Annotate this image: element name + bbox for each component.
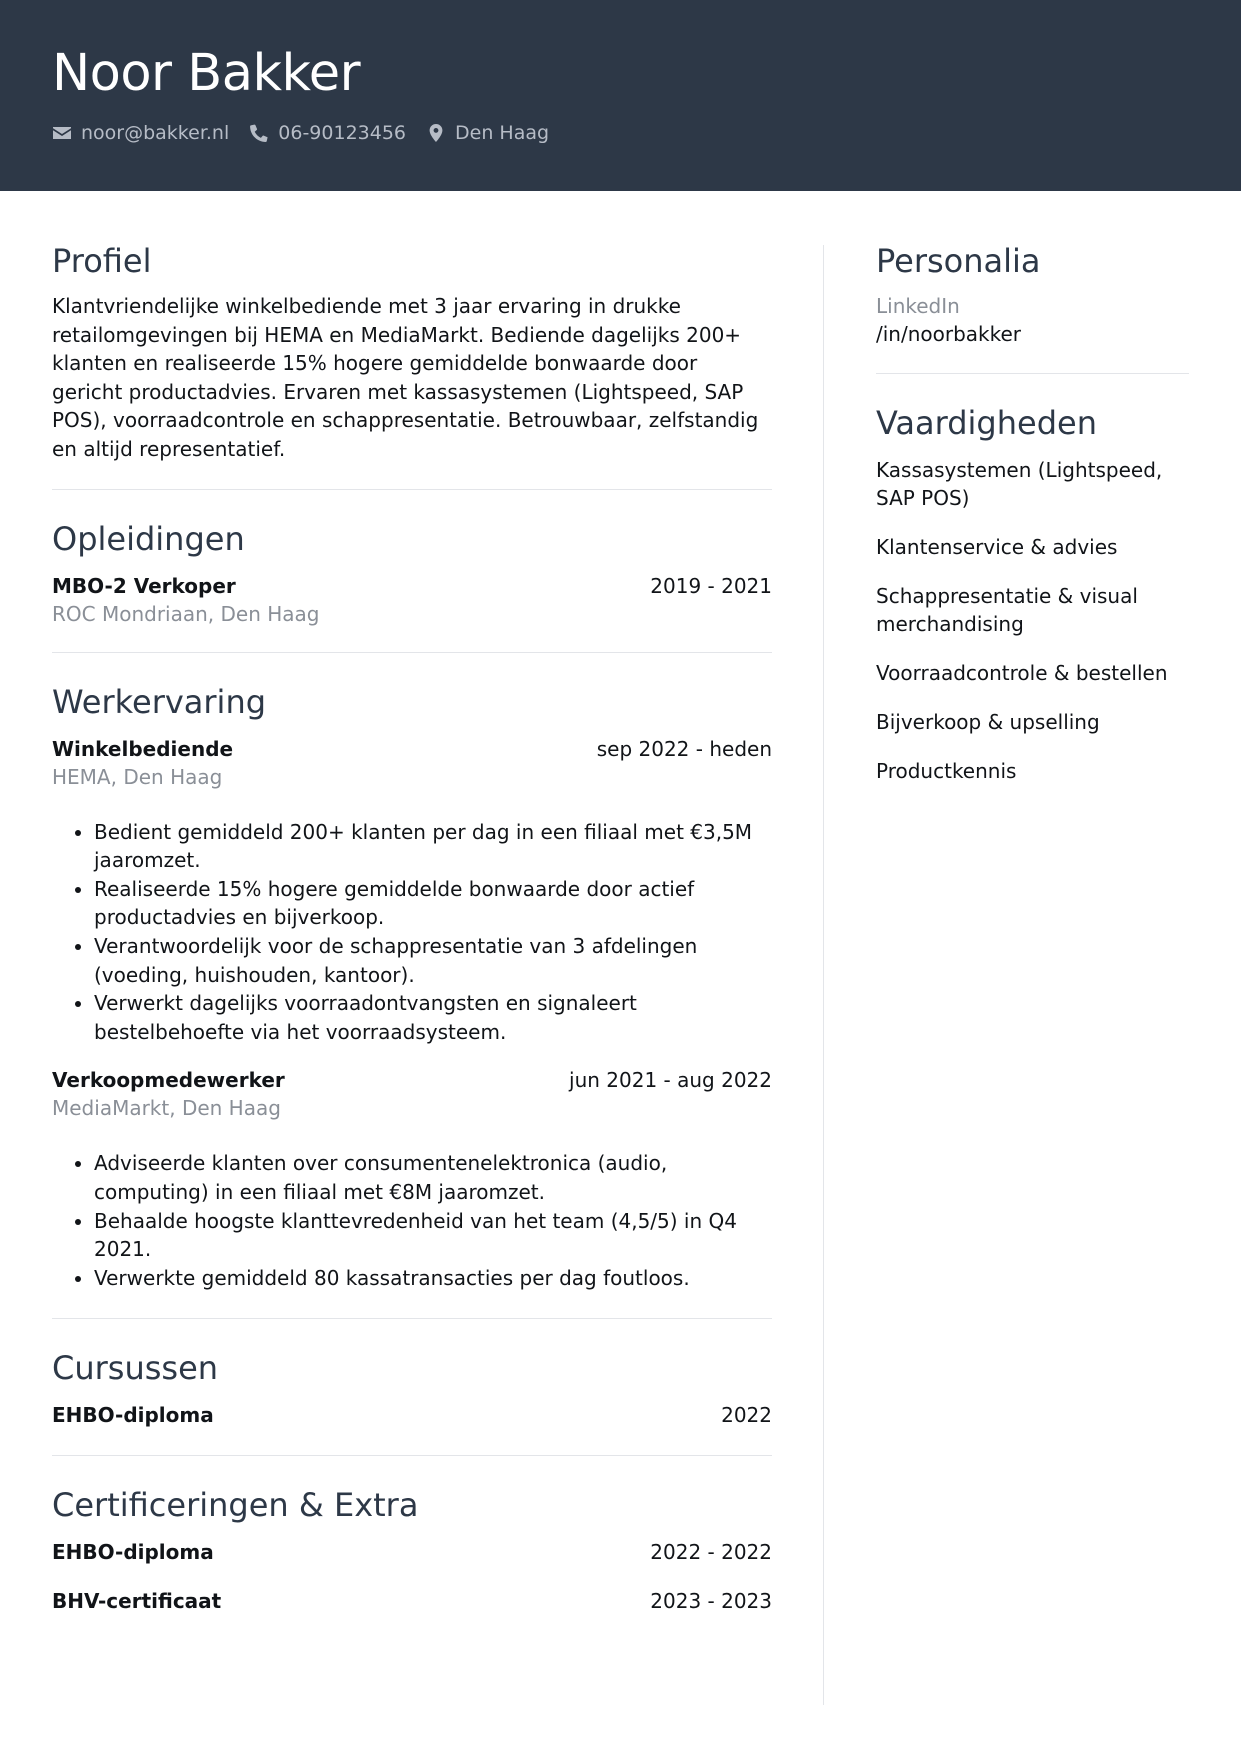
contact-location [426,122,549,144]
job-title: Verkoopmedewerker [52,1068,285,1093]
job-bullet: • Bedient gemiddeld 200+ klanten per dag in een filiaal met €3,5M jaaromzet. [94,818,772,875]
section-title-opleidingen: Opleidingen [52,519,245,558]
section-title-profiel: Profiel [52,242,152,280]
job-title: Winkelbediende [52,736,234,761]
email-text[interactable]: noor@bakker.nl [81,122,230,144]
column-divider [823,245,824,1705]
job-bullet: • Adviseerde klanten over consumentenelektronica (audio, computing) in een filiaal met €8M jaaromzet. [94,1149,772,1206]
section-divider [52,652,772,653]
job-date: jun 2021 - aug 2022 [569,1068,772,1093]
section-divider [52,1455,772,1456]
map-pin-icon [426,123,446,143]
section-divider [876,373,1189,374]
candidate-name: Noor Bakker [52,44,361,103]
certificate-entry [52,1538,772,1566]
envelope-icon [52,123,72,143]
skill-item: Klantenservice & advies [876,535,1118,559]
job-bullet: • Verwerkt dagelijks voorraadontvangsten en signaleert bestelbehoefte via het voorraadsysteem. [94,989,772,1046]
skill-item: Bijverkoop & upselling [876,710,1100,734]
job-bullet: • Verwerkte gemiddeld 80 kassatransacties per dag foutloos. [94,1264,772,1293]
section-title-cursussen: Cursussen [52,1349,219,1388]
job-employer: HEMA, Den Haag [52,764,223,789]
certificate-entry-head [52,1538,772,1566]
education-date: 2019 - 2021 [650,573,772,598]
contact-bar [52,122,569,144]
phone-text[interactable]: 06-90123456 [278,122,407,144]
job-bullets [52,1149,772,1292]
job-bullet: • Behaalde hoogste klanttevredenheid van het team (4,5/5) in Q4 2021. [94,1207,772,1264]
section-title-werkervaring: Werkervaring [52,682,267,721]
skill-item: Voorraadcontrole & bestellen [876,661,1168,685]
main-column [52,240,772,1615]
section-title-vaardigheden: Vaardigheden [876,404,1097,442]
certificate-date: 2023 - 2023 [650,1589,772,1614]
phone-icon [249,123,269,143]
education-entry-head [52,572,772,600]
skill-item: Productkennis [876,759,1017,783]
course-entry-head [52,1401,772,1429]
course-entry [52,1401,772,1429]
job-entry [52,735,772,1047]
certificate-date: 2022 - 2022 [650,1540,772,1565]
contact-phone [249,122,406,144]
contact-email [52,122,229,144]
location-text: Den Haag [455,122,550,144]
education-title: MBO-2 Verkoper [52,573,236,598]
certificate-title: BHV-certificaat [52,1589,222,1614]
education-school: ROC Mondriaan, Den Haag [52,601,320,626]
job-entry-head [52,1066,772,1094]
linkedin-label: LinkedIn [876,294,960,318]
certificate-title: EHBO-diploma [52,1540,214,1565]
side-column [876,240,1189,806]
profile-text: Klantvriendelijke winkelbediende met 3 jaar ervaring in drukke retailomgevingen bij HEMA en MediaMarkt. Bediende dagelijks 200+ klanten en realiseerde 15% hogere gemiddelde bonwaarde door gericht productadvies. Ervaren met kassasystemen (Lightspeed, SAP POS), voorraadcontrole en schappresentatie. Betrouwbaar, zelfstandig en altijd representatief. [52,294,759,461]
education-entry [52,572,772,628]
skills-list [876,456,1189,785]
linkedin-link[interactable]: /in/noorbakker [876,322,1022,346]
section-divider [52,1318,772,1319]
job-entry [52,1066,772,1292]
certificate-entry-head [52,1587,772,1615]
job-bullet: • Verantwoordelijk voor de schappresentatie van 3 afdelingen (voeding, huishouden, kantoor). [94,932,772,989]
section-divider [52,489,772,490]
job-date: sep 2022 - heden [596,736,772,761]
job-bullet: • Realiseerde 15% hogere gemiddelde bonwaarde door actief productadvies en bijverkoop. [94,875,772,932]
section-title-certificeringen: Certificeringen & Extra [52,1486,419,1525]
skill-item: Kassasystemen (Lightspeed, SAP POS) [876,458,1163,510]
job-employer: MediaMarkt, Den Haag [52,1096,281,1121]
course-date: 2022 [721,1403,772,1428]
job-entry-head [52,735,772,763]
course-title: EHBO-diploma [52,1403,214,1428]
job-bullets [52,818,772,1047]
skill-item: Schappresentatie & visual merchandising [876,584,1138,636]
certificate-entry [52,1587,772,1615]
section-title-personalia: Personalia [876,242,1041,280]
resume-header [0,0,1241,191]
